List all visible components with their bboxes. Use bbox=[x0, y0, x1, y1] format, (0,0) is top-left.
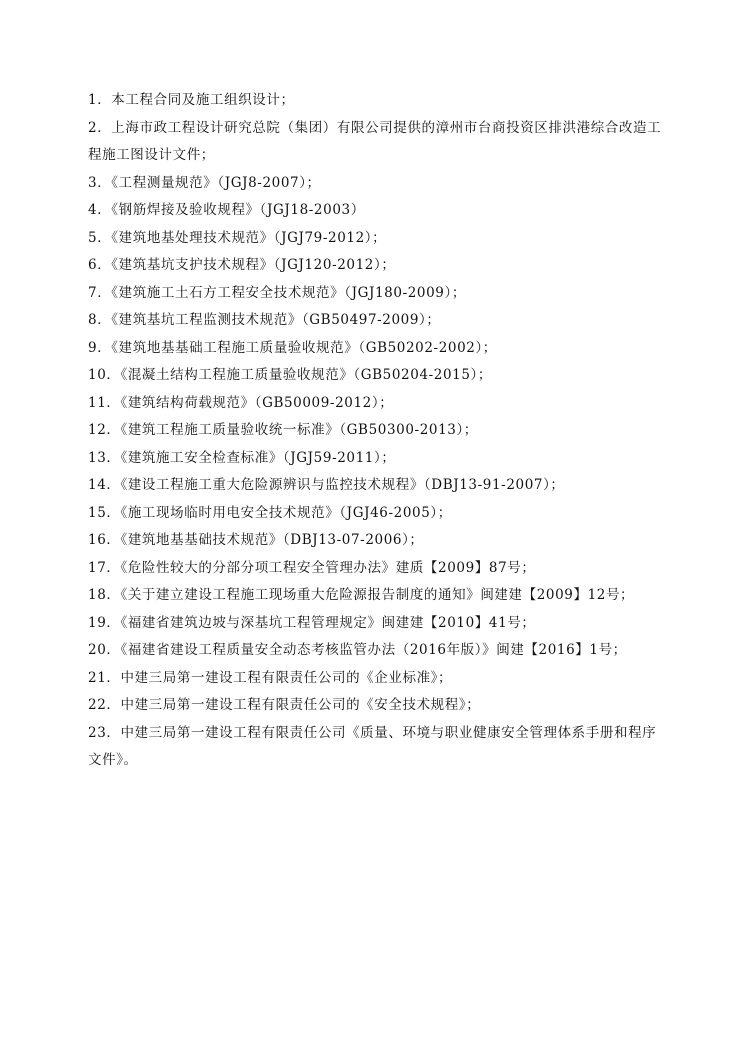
list-item: 11．《建筑结构荷载规范》（GB50009-2012）； bbox=[88, 394, 394, 411]
list-item: 3．《工程测量规范》（JGJ8-2007）； bbox=[88, 174, 321, 191]
list-item: 5．《建筑地基处理技术规范》（JGJ79-2012）； bbox=[88, 229, 387, 246]
list-item: 1．本工程合同及施工组织设计； bbox=[88, 92, 295, 108]
list-item: 12．《建筑工程施工质量验收统一标准》（GB50300-2013）； bbox=[88, 422, 478, 438]
list-item: 16．《建筑地基基础技术规范》（DBJ13-07-2006）； bbox=[88, 532, 424, 548]
list-item: 7．《建筑施工土石方工程安全技术规范》（JGJ180-2009）； bbox=[88, 284, 466, 301]
list-item: 8．《建筑基坑工程监测技术规范》（GB50497-2009）； bbox=[88, 312, 441, 328]
list-item: 19．《福建省建筑边坡与深基坑工程管理规定》闽建建【2010】41号； bbox=[88, 614, 536, 631]
list-item: 10．《混凝土结构工程施工质量验收规范》（GB50204-2015）； bbox=[88, 367, 492, 383]
list-item: 22．中建三局第一建设工程有限责任公司的《安全技术规程》； bbox=[88, 697, 481, 713]
list-item: 13．《建筑施工安全检查标准》（JGJ59-2011）； bbox=[88, 449, 396, 466]
list-item: 6．《建筑基坑支护技术规程》（JGJ120-2012）； bbox=[88, 257, 396, 273]
list-item: 4．《钢筋焊接及验收规程》（JGJ18-2003） bbox=[88, 202, 365, 218]
list-item: 21．中建三局第一建设工程有限责任公司的《企业标准》； bbox=[88, 669, 453, 686]
list-item: 15．《施工现场临时用电安全技术规范》（JGJ46-2005）； bbox=[88, 504, 452, 521]
reference-list bbox=[88, 87, 668, 775]
list-item: 9．《建筑地基基础工程施工质量验收规范》（GB50202-2002）； bbox=[88, 339, 497, 356]
list-item: 23．中建三局第一建设工程有限责任公司《质量、环境与职业健康安全管理体系手册和程序文件》。 bbox=[88, 724, 657, 768]
list-item: 2．上海市政工程设计研究总院（集团）有限公司提供的漳州市台商投资区排洪港综合改造工程施工图设计文件； bbox=[88, 119, 662, 163]
list-item: 18．《关于建立建设工程施工现场重大危险源报告制度的通知》闽建建【2009】12号； bbox=[88, 587, 635, 603]
list-item: 14．《建设工程施工重大危险源辨识与监控技术规程》（DBJ13-91-2007）； bbox=[88, 477, 565, 493]
list-item: 20．《福建省建设工程质量安全动态考核监管办法（2016年版）》闽建【2016】1号； bbox=[88, 642, 627, 658]
list-item: 17．《危险性较大的分部分项工程安全管理办法》建质【2009】87号； bbox=[88, 559, 536, 576]
